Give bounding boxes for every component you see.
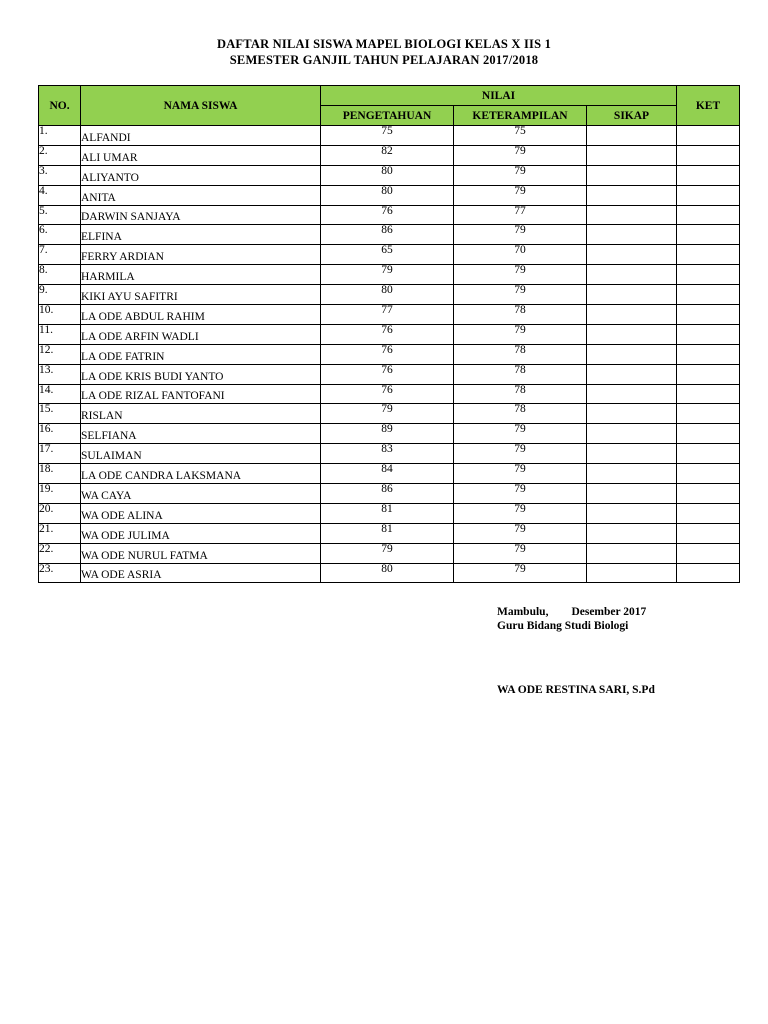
cell-pengetahuan: 76 <box>321 344 454 364</box>
cell-nama-siswa: SULAIMAN <box>81 444 321 464</box>
cell-ket <box>677 464 740 484</box>
cell-keterampilan: 79 <box>454 503 587 523</box>
table-header-row <box>39 86 740 106</box>
cell-sikap <box>587 126 677 146</box>
table-row <box>39 145 740 165</box>
cell-keterampilan: 79 <box>454 484 587 504</box>
cell-sikap <box>587 444 677 464</box>
table-row <box>39 165 740 185</box>
cell-no: 8. <box>39 265 81 285</box>
table-row <box>39 205 740 225</box>
table-row <box>39 424 740 444</box>
cell-ket <box>677 523 740 543</box>
cell-sikap <box>587 205 677 225</box>
cell-ket <box>677 543 740 563</box>
cell-keterampilan: 79 <box>454 444 587 464</box>
table-row <box>39 285 740 305</box>
cell-no: 5. <box>39 205 81 225</box>
table-row <box>39 324 740 344</box>
cell-no: 16. <box>39 424 81 444</box>
cell-ket <box>677 265 740 285</box>
table-row <box>39 126 740 146</box>
cell-ket <box>677 324 740 344</box>
table-row <box>39 364 740 384</box>
cell-pengetahuan: 81 <box>321 503 454 523</box>
cell-sikap <box>587 523 677 543</box>
cell-no: 18. <box>39 464 81 484</box>
cell-no: 9. <box>39 285 81 305</box>
table-row <box>39 464 740 484</box>
table-body <box>39 126 740 583</box>
cell-ket <box>677 225 740 245</box>
table-row <box>39 444 740 464</box>
cell-keterampilan: 78 <box>454 305 587 325</box>
cell-nama-siswa: ALFANDI <box>81 126 321 146</box>
cell-pengetahuan: 65 <box>321 245 454 265</box>
cell-sikap <box>587 404 677 424</box>
cell-ket <box>677 145 740 165</box>
cell-nama-siswa: LA ODE ARFIN WADLI <box>81 324 321 344</box>
cell-keterampilan: 79 <box>454 185 587 205</box>
cell-keterampilan: 79 <box>454 464 587 484</box>
cell-keterampilan: 79 <box>454 265 587 285</box>
cell-sikap <box>587 464 677 484</box>
cell-nama-siswa: SELFIANA <box>81 424 321 444</box>
cell-keterampilan: 78 <box>454 364 587 384</box>
cell-no: 23. <box>39 563 81 583</box>
cell-ket <box>677 245 740 265</box>
cell-sikap <box>587 245 677 265</box>
cell-ket <box>677 503 740 523</box>
table-row <box>39 265 740 285</box>
cell-ket <box>677 424 740 444</box>
cell-ket <box>677 484 740 504</box>
cell-nama-siswa: LA ODE KRIS BUDI YANTO <box>81 364 321 384</box>
cell-ket <box>677 205 740 225</box>
cell-ket <box>677 126 740 146</box>
cell-nama-siswa: RISLAN <box>81 404 321 424</box>
cell-no: 6. <box>39 225 81 245</box>
cell-sikap <box>587 165 677 185</box>
cell-no: 7. <box>39 245 81 265</box>
cell-nama-siswa: ANITA <box>81 185 321 205</box>
cell-keterampilan: 79 <box>454 225 587 245</box>
cell-no: 1. <box>39 126 81 146</box>
cell-nama-siswa: LA ODE FATRIN <box>81 344 321 364</box>
cell-nama-siswa: DARWIN SANJAYA <box>81 205 321 225</box>
cell-nama-siswa: LA ODE ABDUL RAHIM <box>81 305 321 325</box>
cell-pengetahuan: 81 <box>321 523 454 543</box>
cell-nama-siswa: KIKI AYU SAFITRI <box>81 285 321 305</box>
cell-nama-siswa: WA ODE NURUL FATMA <box>81 543 321 563</box>
header-no: NO. <box>39 86 81 126</box>
cell-pengetahuan: 80 <box>321 285 454 305</box>
cell-sikap <box>587 285 677 305</box>
cell-ket <box>677 285 740 305</box>
cell-sikap <box>587 265 677 285</box>
cell-ket <box>677 364 740 384</box>
cell-no: 20. <box>39 503 81 523</box>
table-row <box>39 404 740 424</box>
cell-ket <box>677 404 740 424</box>
cell-nama-siswa: FERRY ARDIAN <box>81 245 321 265</box>
cell-no: 22. <box>39 543 81 563</box>
table-row <box>39 523 740 543</box>
cell-pengetahuan: 80 <box>321 165 454 185</box>
cell-nama-siswa: WA ODE ALINA <box>81 503 321 523</box>
cell-keterampilan: 75 <box>454 126 587 146</box>
cell-keterampilan: 79 <box>454 424 587 444</box>
cell-pengetahuan: 84 <box>321 464 454 484</box>
cell-pengetahuan: 79 <box>321 404 454 424</box>
cell-pengetahuan: 75 <box>321 126 454 146</box>
cell-keterampilan: 79 <box>454 165 587 185</box>
cell-pengetahuan: 83 <box>321 444 454 464</box>
cell-sikap <box>587 324 677 344</box>
cell-sikap <box>587 424 677 444</box>
cell-sikap <box>587 344 677 364</box>
cell-ket <box>677 305 740 325</box>
cell-no: 4. <box>39 185 81 205</box>
cell-pengetahuan: 76 <box>321 205 454 225</box>
cell-sikap <box>587 185 677 205</box>
cell-ket <box>677 344 740 364</box>
cell-ket <box>677 185 740 205</box>
cell-ket <box>677 384 740 404</box>
signature-role: Guru Bidang Studi Biologi <box>497 620 629 632</box>
cell-pengetahuan: 79 <box>321 265 454 285</box>
cell-nama-siswa: ALI UMAR <box>81 145 321 165</box>
header-nama-siswa: NAMA SISWA <box>81 86 321 126</box>
table-row <box>39 384 740 404</box>
document-subtitle: SEMESTER GANJIL TAHUN PELAJARAN 2017/2018 <box>229 53 539 67</box>
cell-pengetahuan: 76 <box>321 324 454 344</box>
cell-no: 12. <box>39 344 81 364</box>
cell-pengetahuan: 89 <box>321 424 454 444</box>
cell-sikap <box>587 225 677 245</box>
cell-nama-siswa: HARMILA <box>81 265 321 285</box>
cell-pengetahuan: 82 <box>321 145 454 165</box>
header-sikap: SIKAP <box>587 106 677 126</box>
cell-keterampilan: 70 <box>454 245 587 265</box>
cell-sikap <box>587 503 677 523</box>
cell-sikap <box>587 145 677 165</box>
table-row <box>39 503 740 523</box>
table-row <box>39 305 740 325</box>
cell-no: 14. <box>39 384 81 404</box>
cell-keterampilan: 78 <box>454 404 587 424</box>
table-row <box>39 245 740 265</box>
table-row <box>39 543 740 563</box>
cell-no: 15. <box>39 404 81 424</box>
cell-no: 21. <box>39 523 81 543</box>
cell-nama-siswa: LA ODE CANDRA LAKSMANA <box>81 464 321 484</box>
cell-ket <box>677 444 740 464</box>
cell-pengetahuan: 80 <box>321 563 454 583</box>
cell-pengetahuan: 86 <box>321 484 454 504</box>
cell-keterampilan: 79 <box>454 285 587 305</box>
cell-keterampilan: 78 <box>454 344 587 364</box>
cell-no: 19. <box>39 484 81 504</box>
cell-nama-siswa: WA ODE ASRIA <box>81 563 321 583</box>
cell-pengetahuan: 77 <box>321 305 454 325</box>
cell-sikap <box>587 484 677 504</box>
cell-keterampilan: 78 <box>454 384 587 404</box>
cell-ket <box>677 563 740 583</box>
cell-no: 2. <box>39 145 81 165</box>
table-row <box>39 563 740 583</box>
signature-place-date: Mambulu, Desember 2017 <box>497 606 647 618</box>
cell-keterampilan: 79 <box>454 145 587 165</box>
cell-pengetahuan: 86 <box>321 225 454 245</box>
cell-keterampilan: 79 <box>454 563 587 583</box>
cell-nama-siswa: ALIYANTO <box>81 165 321 185</box>
header-keterampilan: KETERAMPILAN <box>454 106 587 126</box>
cell-no: 17. <box>39 444 81 464</box>
cell-no: 11. <box>39 324 81 344</box>
cell-pengetahuan: 76 <box>321 364 454 384</box>
header-ket: KET <box>677 86 740 126</box>
cell-pengetahuan: 79 <box>321 543 454 563</box>
cell-keterampilan: 79 <box>454 523 587 543</box>
document-title: DAFTAR NILAI SISWA MAPEL BIOLOGI KELAS X IIS 1 <box>216 37 552 51</box>
cell-pengetahuan: 80 <box>321 185 454 205</box>
cell-sikap <box>587 563 677 583</box>
signature-name: WA ODE RESTINA SARI, S.Pd <box>497 684 655 696</box>
cell-nama-siswa: ELFINA <box>81 225 321 245</box>
cell-nama-siswa: LA ODE RIZAL FANTOFANI <box>81 384 321 404</box>
cell-no: 13. <box>39 364 81 384</box>
cell-sikap <box>587 364 677 384</box>
cell-pengetahuan: 76 <box>321 384 454 404</box>
cell-nama-siswa: WA CAYA <box>81 484 321 504</box>
cell-keterampilan: 79 <box>454 543 587 563</box>
table-row <box>39 344 740 364</box>
cell-no: 3. <box>39 165 81 185</box>
cell-sikap <box>587 384 677 404</box>
cell-ket <box>677 165 740 185</box>
cell-keterampilan: 77 <box>454 205 587 225</box>
header-pengetahuan: PENGETAHUAN <box>321 106 454 126</box>
table-row <box>39 225 740 245</box>
cell-sikap <box>587 543 677 563</box>
cell-nama-siswa: WA ODE JULIMA <box>81 523 321 543</box>
table-row <box>39 185 740 205</box>
table-row <box>39 484 740 504</box>
cell-keterampilan: 79 <box>454 324 587 344</box>
cell-sikap <box>587 305 677 325</box>
cell-no: 10. <box>39 305 81 325</box>
grades-table <box>38 85 740 583</box>
header-nilai: NILAI <box>321 86 677 106</box>
